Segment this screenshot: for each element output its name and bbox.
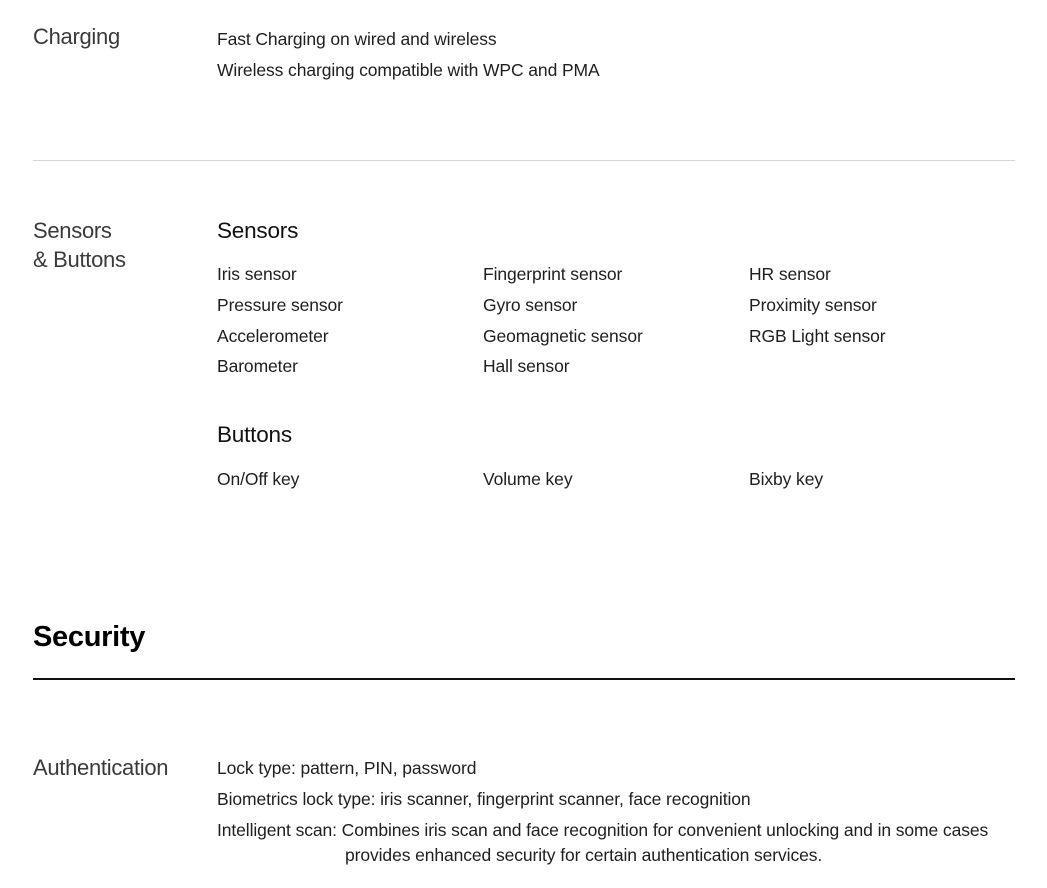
button-item: On/Off key	[217, 469, 300, 489]
sensors-heading: Sensors	[217, 218, 299, 243]
sensors-buttons-label-line2: & Buttons	[33, 247, 126, 272]
sensor-item: Geomagnetic sensor	[483, 326, 643, 346]
sensor-item: Proximity sensor	[749, 295, 877, 315]
sensor-item: Gyro sensor	[483, 295, 578, 315]
charging-line-1: Fast Charging on wired and wireless	[217, 29, 497, 49]
auth-line-4: provides enhanced security for certain authentication services.	[345, 845, 823, 865]
authentication-label: Authentication	[33, 755, 169, 780]
sensor-item: Pressure sensor	[217, 295, 343, 315]
charging-line-2: Wireless charging compatible with WPC and PMA	[217, 60, 600, 80]
sensor-item: HR sensor	[749, 264, 831, 284]
sensor-item: Accelerometer	[217, 326, 329, 346]
button-item: Volume key	[483, 469, 573, 489]
section-divider	[33, 160, 1015, 161]
charging-label: Charging	[33, 24, 120, 49]
security-divider	[33, 678, 1015, 680]
sensor-item: Barometer	[217, 356, 298, 376]
auth-line-1: Lock type: pattern, PIN, password	[217, 758, 477, 778]
sensors-buttons-label-line1: Sensors	[33, 218, 112, 243]
sensor-item: RGB Light sensor	[749, 326, 886, 346]
auth-line-2: Biometrics lock type: iris scanner, fingerprint scanner, face recognition	[217, 789, 751, 809]
sensor-item: Iris sensor	[217, 264, 297, 284]
sensor-item: Fingerprint sensor	[483, 264, 623, 284]
buttons-heading: Buttons	[217, 422, 292, 447]
auth-line-3: Intelligent scan: Combines iris scan and face recognition for convenient unlocking and in some cases	[217, 820, 989, 840]
sensor-item: Hall sensor	[483, 356, 570, 376]
security-heading: Security	[33, 621, 146, 653]
button-item: Bixby key	[749, 469, 823, 489]
